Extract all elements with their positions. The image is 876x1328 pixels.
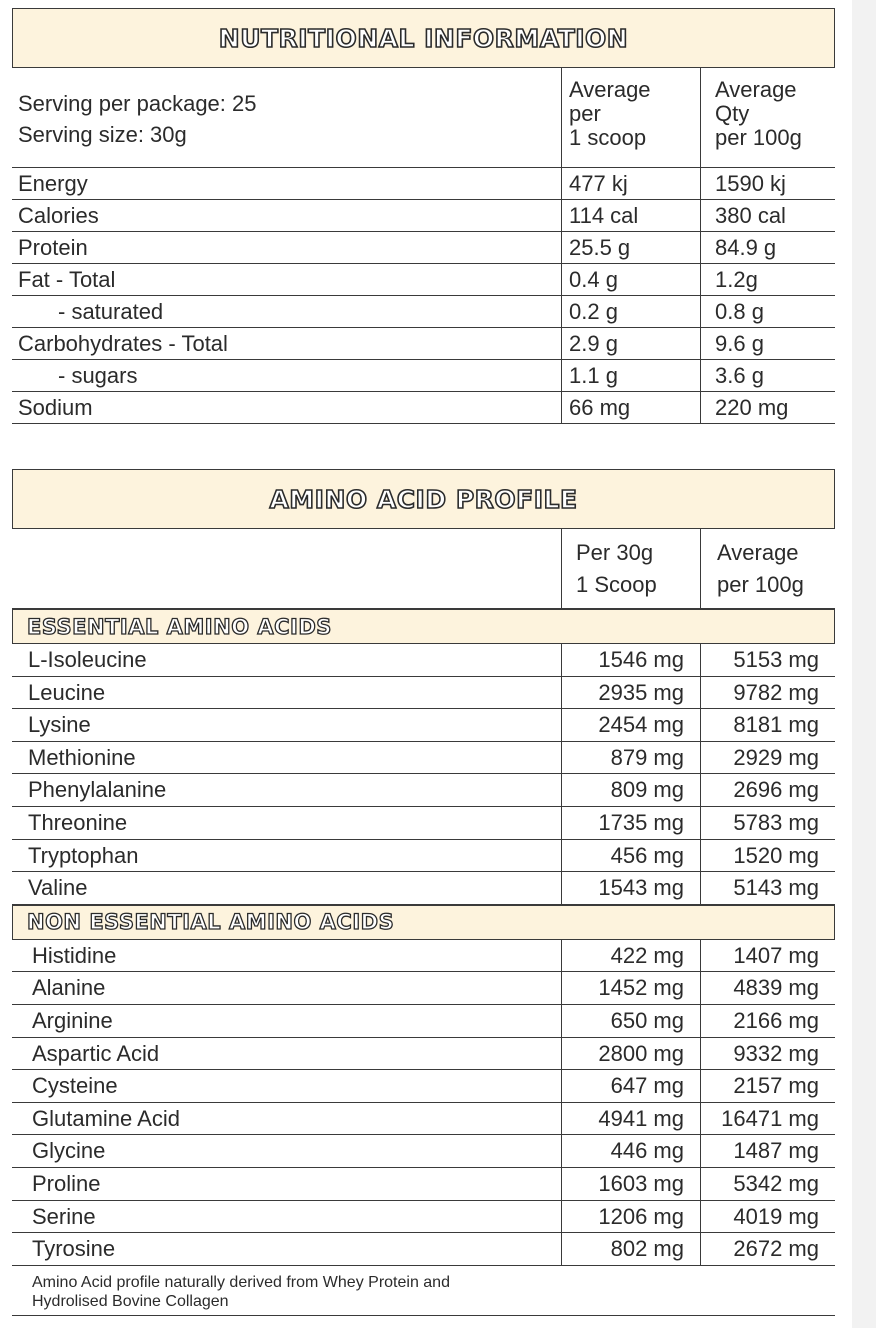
- amino-label: Aspartic Acid: [32, 1040, 160, 1066]
- amino-per-30g: 1543 mg: [561, 872, 700, 904]
- amino-label: Leucine: [28, 679, 106, 705]
- table-row: [12, 1168, 835, 1201]
- amino-per-100g: 16471 mg: [700, 1103, 835, 1135]
- nutrient-per-100g: 1590 kj: [700, 168, 835, 199]
- footnote-line: Hydrolised Bovine Collagen: [32, 1292, 229, 1310]
- nutrient-label: Energy: [18, 171, 88, 196]
- nutrient-per-100g: 84.9 g: [700, 232, 835, 263]
- nutrient-per-100g: 3.6 g: [700, 360, 835, 391]
- non-essential-section-banner: [12, 905, 835, 940]
- amino-per-30g: 650 mg: [561, 1005, 700, 1037]
- table-row: [12, 296, 835, 328]
- nutrient-label: Sodium: [18, 395, 93, 420]
- table-row: [12, 1038, 835, 1071]
- col-header-line: Qty: [715, 101, 750, 126]
- amino-label: Threonine: [28, 809, 128, 835]
- nutrient-per-100g: 0.8 g: [700, 296, 835, 327]
- nutrient-per-scoop: 114 cal: [561, 200, 700, 231]
- non-essential-amino-list: [12, 940, 835, 1266]
- amino-label: L-Isoleucine: [28, 647, 147, 672]
- serving-size: Serving size: 30g: [18, 122, 187, 147]
- amino-per-100g: 4019 mg: [700, 1201, 835, 1233]
- col-header-line: per 100g: [715, 125, 802, 150]
- amino-per-30g: 456 mg: [561, 840, 700, 872]
- nutrition-table: [12, 68, 835, 424]
- table-row: [12, 742, 835, 775]
- col-header-per-100g: [700, 68, 835, 167]
- col-header-per-30g: [561, 529, 700, 608]
- table-row: [12, 940, 835, 973]
- table-row: [12, 840, 835, 873]
- col-header-avg-100g: [700, 529, 835, 608]
- table-row: [12, 644, 835, 677]
- amino-label: Tryptophan: [28, 842, 139, 868]
- amino-per-100g: 5143 mg: [700, 872, 835, 904]
- amino-label: Proline: [32, 1170, 101, 1196]
- non-essential-section-title: NON ESSENTIAL AMINO ACIDS: [27, 910, 395, 935]
- amino-per-30g: 1206 mg: [561, 1201, 700, 1233]
- amino-per-30g: 1603 mg: [561, 1168, 700, 1200]
- col-header-line: Average: [715, 77, 797, 102]
- col-header-line: Average: [569, 77, 651, 102]
- table-row: [12, 1135, 835, 1168]
- amino-label: Glutamine Acid: [32, 1105, 180, 1131]
- amino-per-100g: 2696 mg: [700, 774, 835, 806]
- amino-per-100g: 1407 mg: [700, 940, 835, 972]
- table-row: [12, 677, 835, 710]
- amino-table-header: [12, 529, 835, 609]
- nutrient-per-scoop: 0.2 g: [561, 296, 700, 327]
- nutrient-per-scoop: 2.9 g: [561, 328, 700, 359]
- amino-per-100g: 4839 mg: [700, 972, 835, 1004]
- table-row: [12, 392, 835, 424]
- nutrient-label: Protein: [18, 235, 88, 260]
- col-header-line: per 100g: [717, 572, 804, 597]
- nutrient-per-scoop: 477 kj: [561, 168, 700, 199]
- nutrient-label: - saturated: [58, 299, 164, 324]
- amino-label: Alanine: [32, 975, 106, 1001]
- table-row: [12, 1103, 835, 1136]
- table-row: [12, 360, 835, 392]
- amino-per-100g: 5342 mg: [700, 1168, 835, 1200]
- amino-label: Arginine: [32, 1007, 113, 1033]
- essential-section-title: ESSENTIAL AMINO ACIDS: [27, 614, 332, 639]
- amino-per-30g: 2454 mg: [561, 709, 700, 741]
- table-row: [12, 1070, 835, 1103]
- nutrient-label: Calories: [18, 203, 99, 228]
- amino-label: Methionine: [28, 744, 136, 770]
- col-header-line: per: [569, 101, 601, 126]
- amino-title-banner: [12, 469, 835, 529]
- table-row: [12, 774, 835, 807]
- nutrition-table-header: [12, 68, 835, 168]
- amino-label: Valine: [28, 875, 88, 901]
- amino-label: Lysine: [28, 712, 91, 738]
- amino-per-30g: 802 mg: [561, 1233, 700, 1265]
- col-header-line: 1 scoop: [569, 125, 647, 150]
- amino-per-100g: 5783 mg: [700, 807, 835, 839]
- amino-per-30g: 4941 mg: [561, 1103, 700, 1135]
- essential-section-banner: [12, 609, 835, 644]
- amino-per-30g: 422 mg: [561, 940, 700, 972]
- amino-label: Phenylalanine: [28, 777, 167, 803]
- amino-per-100g: 9782 mg: [700, 677, 835, 709]
- table-row: [12, 1005, 835, 1038]
- col-header-per-scoop: [561, 68, 700, 167]
- table-row: [12, 972, 835, 1005]
- table-row: [12, 709, 835, 742]
- amino-per-30g: 446 mg: [561, 1135, 700, 1167]
- essential-amino-list: [12, 644, 835, 905]
- amino-per-100g: 2166 mg: [700, 1005, 835, 1037]
- nutrient-label: Carbohydrates - Total: [18, 331, 228, 356]
- table-row: [12, 232, 835, 264]
- table-row: [12, 168, 835, 200]
- col-header-line: Per 30g: [576, 540, 654, 565]
- amino-per-100g: 5153 mg: [700, 644, 835, 676]
- nutrition-title: NUTRITIONAL INFORMATION: [218, 23, 629, 53]
- amino-per-100g: 8181 mg: [700, 709, 835, 741]
- table-row: [12, 1201, 835, 1234]
- amino-per-100g: 2672 mg: [700, 1233, 835, 1265]
- nutrient-per-scoop: 1.1 g: [561, 360, 700, 391]
- nutrition-title-banner: [12, 8, 835, 68]
- table-row: [12, 328, 835, 360]
- nutrient-per-scoop: 66 mg: [561, 392, 700, 423]
- table-row: [12, 264, 835, 296]
- amino-label: Tyrosine: [32, 1236, 116, 1262]
- table-row: [12, 872, 835, 905]
- col-header-line: Average: [717, 540, 799, 565]
- amino-per-30g: 2935 mg: [561, 677, 700, 709]
- amino-per-30g: 1452 mg: [561, 972, 700, 1004]
- amino-per-30g: 809 mg: [561, 774, 700, 806]
- amino-label: Serine: [32, 1203, 96, 1229]
- amino-label: Cysteine: [32, 1073, 118, 1099]
- footnote-line: Amino Acid profile naturally derived from Whey Protein and: [32, 1273, 450, 1291]
- amino-per-100g: 1520 mg: [700, 840, 835, 872]
- nutrient-per-100g: 220 mg: [700, 392, 835, 423]
- table-row: [12, 1233, 835, 1266]
- amino-per-100g: 9332 mg: [700, 1038, 835, 1070]
- amino-per-100g: 2929 mg: [700, 742, 835, 774]
- table-row: [12, 200, 835, 232]
- amino-label: Histidine: [32, 942, 117, 968]
- servings-per-package: Serving per package: 25: [18, 91, 257, 116]
- page-margin: [852, 0, 876, 1328]
- nutrient-per-scoop: 0.4 g: [561, 264, 700, 295]
- nutrient-per-100g: 380 cal: [700, 200, 835, 231]
- nutrient-label: Fat - Total: [18, 267, 116, 292]
- amino-footnote: [12, 1266, 835, 1316]
- amino-per-30g: 647 mg: [561, 1070, 700, 1102]
- amino-per-30g: 1546 mg: [561, 644, 700, 676]
- serving-info: [12, 68, 561, 167]
- nutrition-panel: [12, 8, 835, 1316]
- amino-per-30g: 879 mg: [561, 742, 700, 774]
- amino-per-100g: 2157 mg: [700, 1070, 835, 1102]
- amino-header-blank: [12, 529, 561, 608]
- amino-label: Glycine: [32, 1138, 106, 1164]
- amino-per-100g: 1487 mg: [700, 1135, 835, 1167]
- amino-title: AMINO ACID PROFILE: [269, 484, 578, 514]
- amino-per-30g: 2800 mg: [561, 1038, 700, 1070]
- amino-per-30g: 1735 mg: [561, 807, 700, 839]
- col-header-line: 1 Scoop: [576, 572, 657, 597]
- table-row: [12, 807, 835, 840]
- nutrient-per-100g: 9.6 g: [700, 328, 835, 359]
- nutrient-per-100g: 1.2g: [700, 264, 835, 295]
- nutrient-per-scoop: 25.5 g: [561, 232, 700, 263]
- nutrient-label: - sugars: [58, 363, 138, 388]
